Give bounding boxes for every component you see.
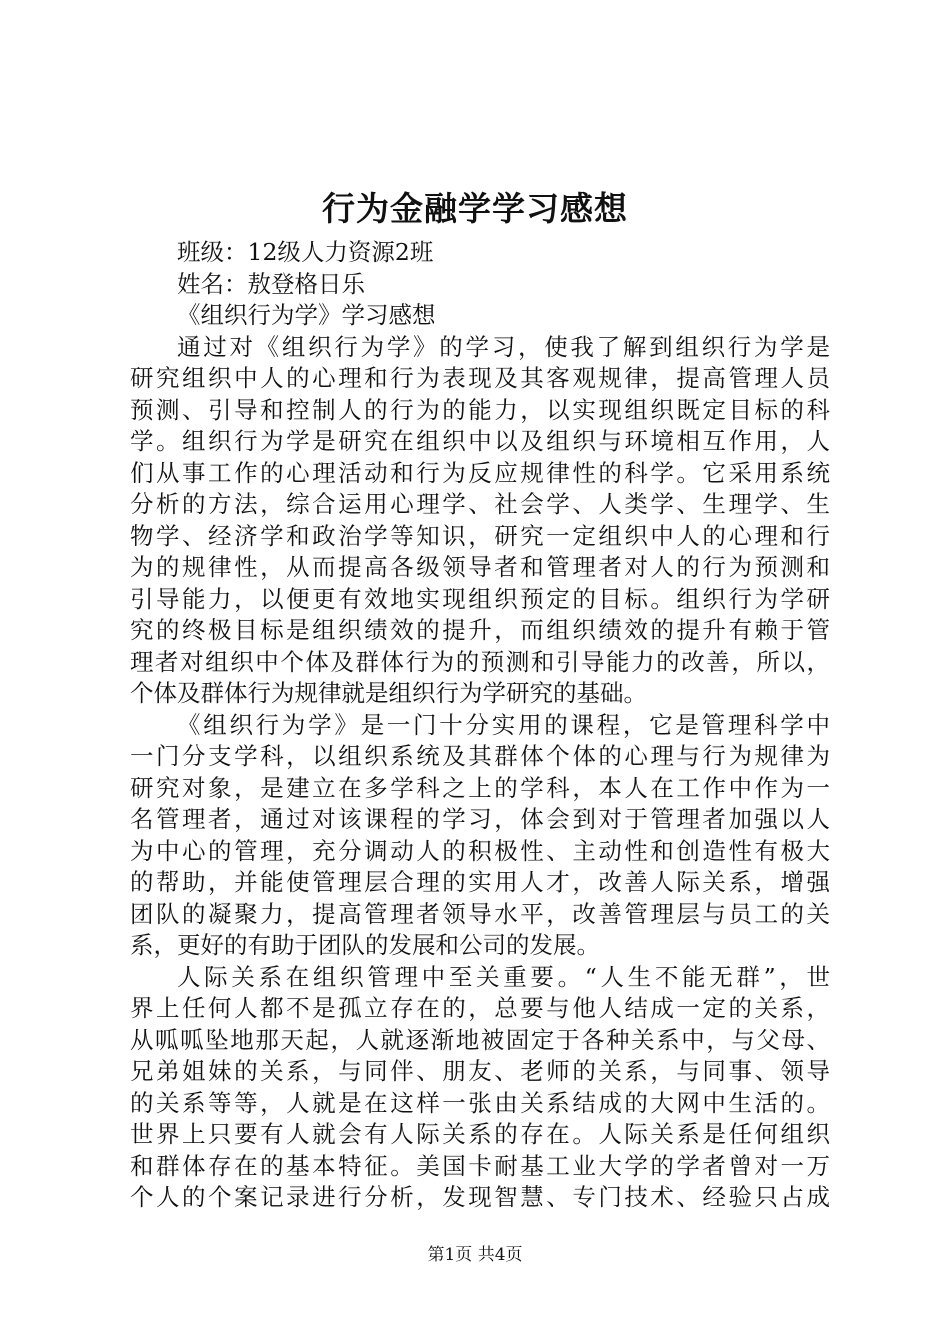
text-line: 名管理者，通过对该课程的学习，体会到对于管理者加强以人	[130, 805, 830, 833]
text-line: 世界上只要有人就会有人际关系的存在。人际关系是任何组织	[130, 1120, 830, 1148]
document-title: 行为金融学学习感想	[322, 189, 628, 228]
text-line: 的帮助，并能使管理层合理的实用人才，改善人际关系，增强	[130, 868, 830, 896]
text-line: 为中心的管理，充分调动人的积极性、主动性和创造性有极大	[130, 836, 830, 865]
text-line: 为的规律性，从而提高各级领导者和管理者对人的行为预测和	[130, 553, 830, 581]
text-line: 系，更好的有助于团队的发展和公司的发展。	[130, 931, 600, 959]
document-body	[130, 237, 830, 1214]
text-line: 物学、经济学和政治学等知识，研究一定组织中人的心理和行	[130, 521, 830, 550]
text-line: 究的终极目标是组织绩效的提升，而组织绩效的提升有赖于管	[130, 616, 830, 644]
text-line: 一门分支学科，以组织系统及其群体个体的心理与行为规律为	[130, 742, 830, 770]
text-line: 班级：12级人力资源2班	[177, 238, 434, 266]
text-line: 理者对组织中个体及群体行为的预测和引导能力的改善，所以，	[130, 647, 830, 676]
text-line: 《组织行为学》学习感想	[177, 301, 436, 329]
text-line: 兄弟姐妹的关系，与同伴、朋友、老师的关系，与同事、领导	[130, 1057, 830, 1085]
text-line: 预测、引导和控制人的行为的能力，以实现组织既定目标的科	[130, 395, 830, 424]
text-line: 人际关系在组织管理中至关重要。“人生不能无群”，世	[177, 962, 830, 991]
text-line: 研究对象，是建立在多学科之上的学科，本人在工作中作为一	[130, 773, 830, 802]
text-line: 引导能力，以便更有效地实现组织预定的目标。组织行为学研	[130, 584, 830, 613]
text-line: 个人的个案记录进行分析，发现智慧、专门技术、经验只占成	[130, 1183, 830, 1211]
text-line: 和群体存在的基本特征。美国卡耐基工业大学的学者曾对一万	[130, 1151, 830, 1180]
text-line: 研究组织中人的心理和行为表现及其客观规律，提高管理人员	[130, 364, 830, 392]
text-line: 学。组织行为学是研究在组织中以及组织与环境相互作用，人	[130, 427, 830, 455]
text-line: 界上任何人都不是孤立存在的，总要与他人结成一定的关系，	[130, 994, 830, 1022]
text-line: 《组织行为学》是一门十分实用的课程，它是管理科学中	[177, 710, 830, 739]
text-line: 个体及群体行为规律就是组织行为学研究的基础。	[130, 679, 647, 707]
text-line: 通过对《组织行为学》的学习，使我了解到组织行为学是	[177, 332, 830, 361]
text-line: 从呱呱坠地那天起，人就逐渐地被固定于各种关系中，与父母、	[130, 1025, 830, 1054]
text-line: 的关系等等，人就是在这样一张由关系结成的大网中生活的。	[130, 1088, 830, 1117]
text-line: 们从事工作的心理活动和行为反应规律性的科学。它采用系统	[130, 458, 830, 487]
text-line: 姓名：敖登格日乐	[177, 269, 365, 298]
text-line: 分析的方法，综合运用心理学、社会学、人类学、生理学、生	[130, 490, 830, 518]
text-line: 团队的凝聚力，提高管理者领导水平，改善管理层与员工的关	[130, 899, 830, 928]
page-footer: 第1页 共4页	[427, 1245, 523, 1265]
